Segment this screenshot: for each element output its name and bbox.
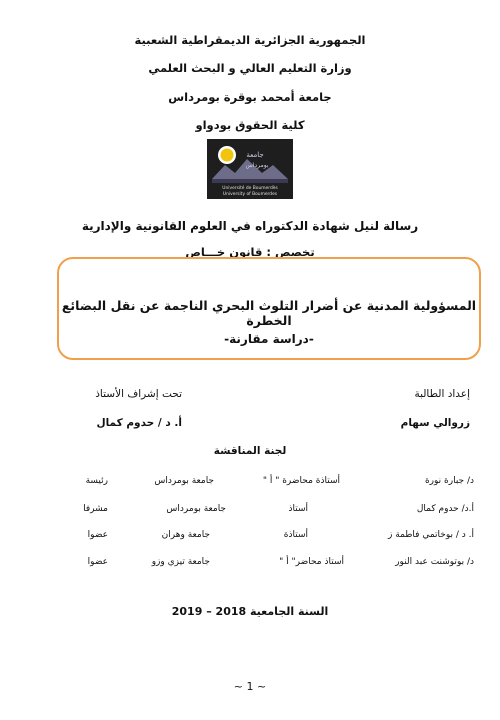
supervision-label: تحت إشراف الأستاذ [95, 388, 182, 400]
member-rank: أستاذ [288, 504, 308, 514]
page-number: ~ 1 ~ [233, 680, 267, 693]
member-name: د/ بوتوشنت عبد النور [395, 557, 474, 567]
thesis-subtitle: -دراسة مقارنة- [224, 332, 314, 346]
supervisor-name: أ. د / حدوم كمال [96, 417, 182, 429]
member-name: أ.د/ حدوم كمال [416, 504, 474, 514]
committee-heading: لجنة المناقشة [213, 445, 287, 457]
svg-text:جامعة: جامعة [246, 151, 264, 159]
ministry-line: وزارة التعليم العالي و البحث العلمي [148, 61, 352, 75]
svg-text:Université de Boumerdès: Université de Boumerdès [222, 186, 278, 191]
university-line: جامعة أمحمد بوقرة بومرداس [168, 90, 332, 104]
thesis-title: المسؤولية المدنية عن أضرار التلوث البحري الناجمة عن نقل البضائع الخطرة [61, 298, 477, 328]
academic-year: السنة الجامعية 2018 – 2019 [171, 605, 329, 618]
republic-line: الجمهورية الجزائرية الديمقراطية الشعبية [134, 33, 366, 47]
university-logo [207, 139, 293, 199]
member-name: أ. د / بوخاتمي فاطمة ز [388, 530, 474, 540]
member-rank: أستاذ محاضر" أ " [279, 557, 344, 567]
member-name: د/ جبارة نورة [424, 476, 474, 486]
member-rank: أستاذة [283, 530, 308, 540]
member-rank: أستاذة محاضرة " أ " [262, 476, 340, 486]
member-institution: جامعة وهران [161, 530, 210, 540]
member-role: رئيسة [85, 476, 108, 486]
specialty-line: تخصص : قانون خـــاص [185, 245, 315, 259]
member-institution: جامعة بومرداس [154, 476, 214, 486]
thesis-title-box [57, 257, 481, 360]
degree-line: رسالة لنيل شهادة الدكتوراه في العلوم القانونية والإدارية [81, 219, 419, 233]
prepared-by-label: إعداد الطالبة [414, 388, 470, 400]
svg-text:بومرداس: بومرداس [245, 162, 269, 169]
faculty-line: كلية الحقوق بودواو [195, 118, 305, 132]
member-role: عضوا [87, 530, 108, 540]
svg-text:University of Boumerdes: University of Boumerdes [222, 192, 278, 197]
student-name: زروالي سهام [400, 417, 470, 429]
member-role: عضوا [87, 557, 108, 567]
member-role: مشرفا [83, 504, 108, 514]
member-institution: جامعة تيزي وزو [151, 557, 210, 567]
member-institution: جامعة بومرداس [166, 504, 226, 514]
